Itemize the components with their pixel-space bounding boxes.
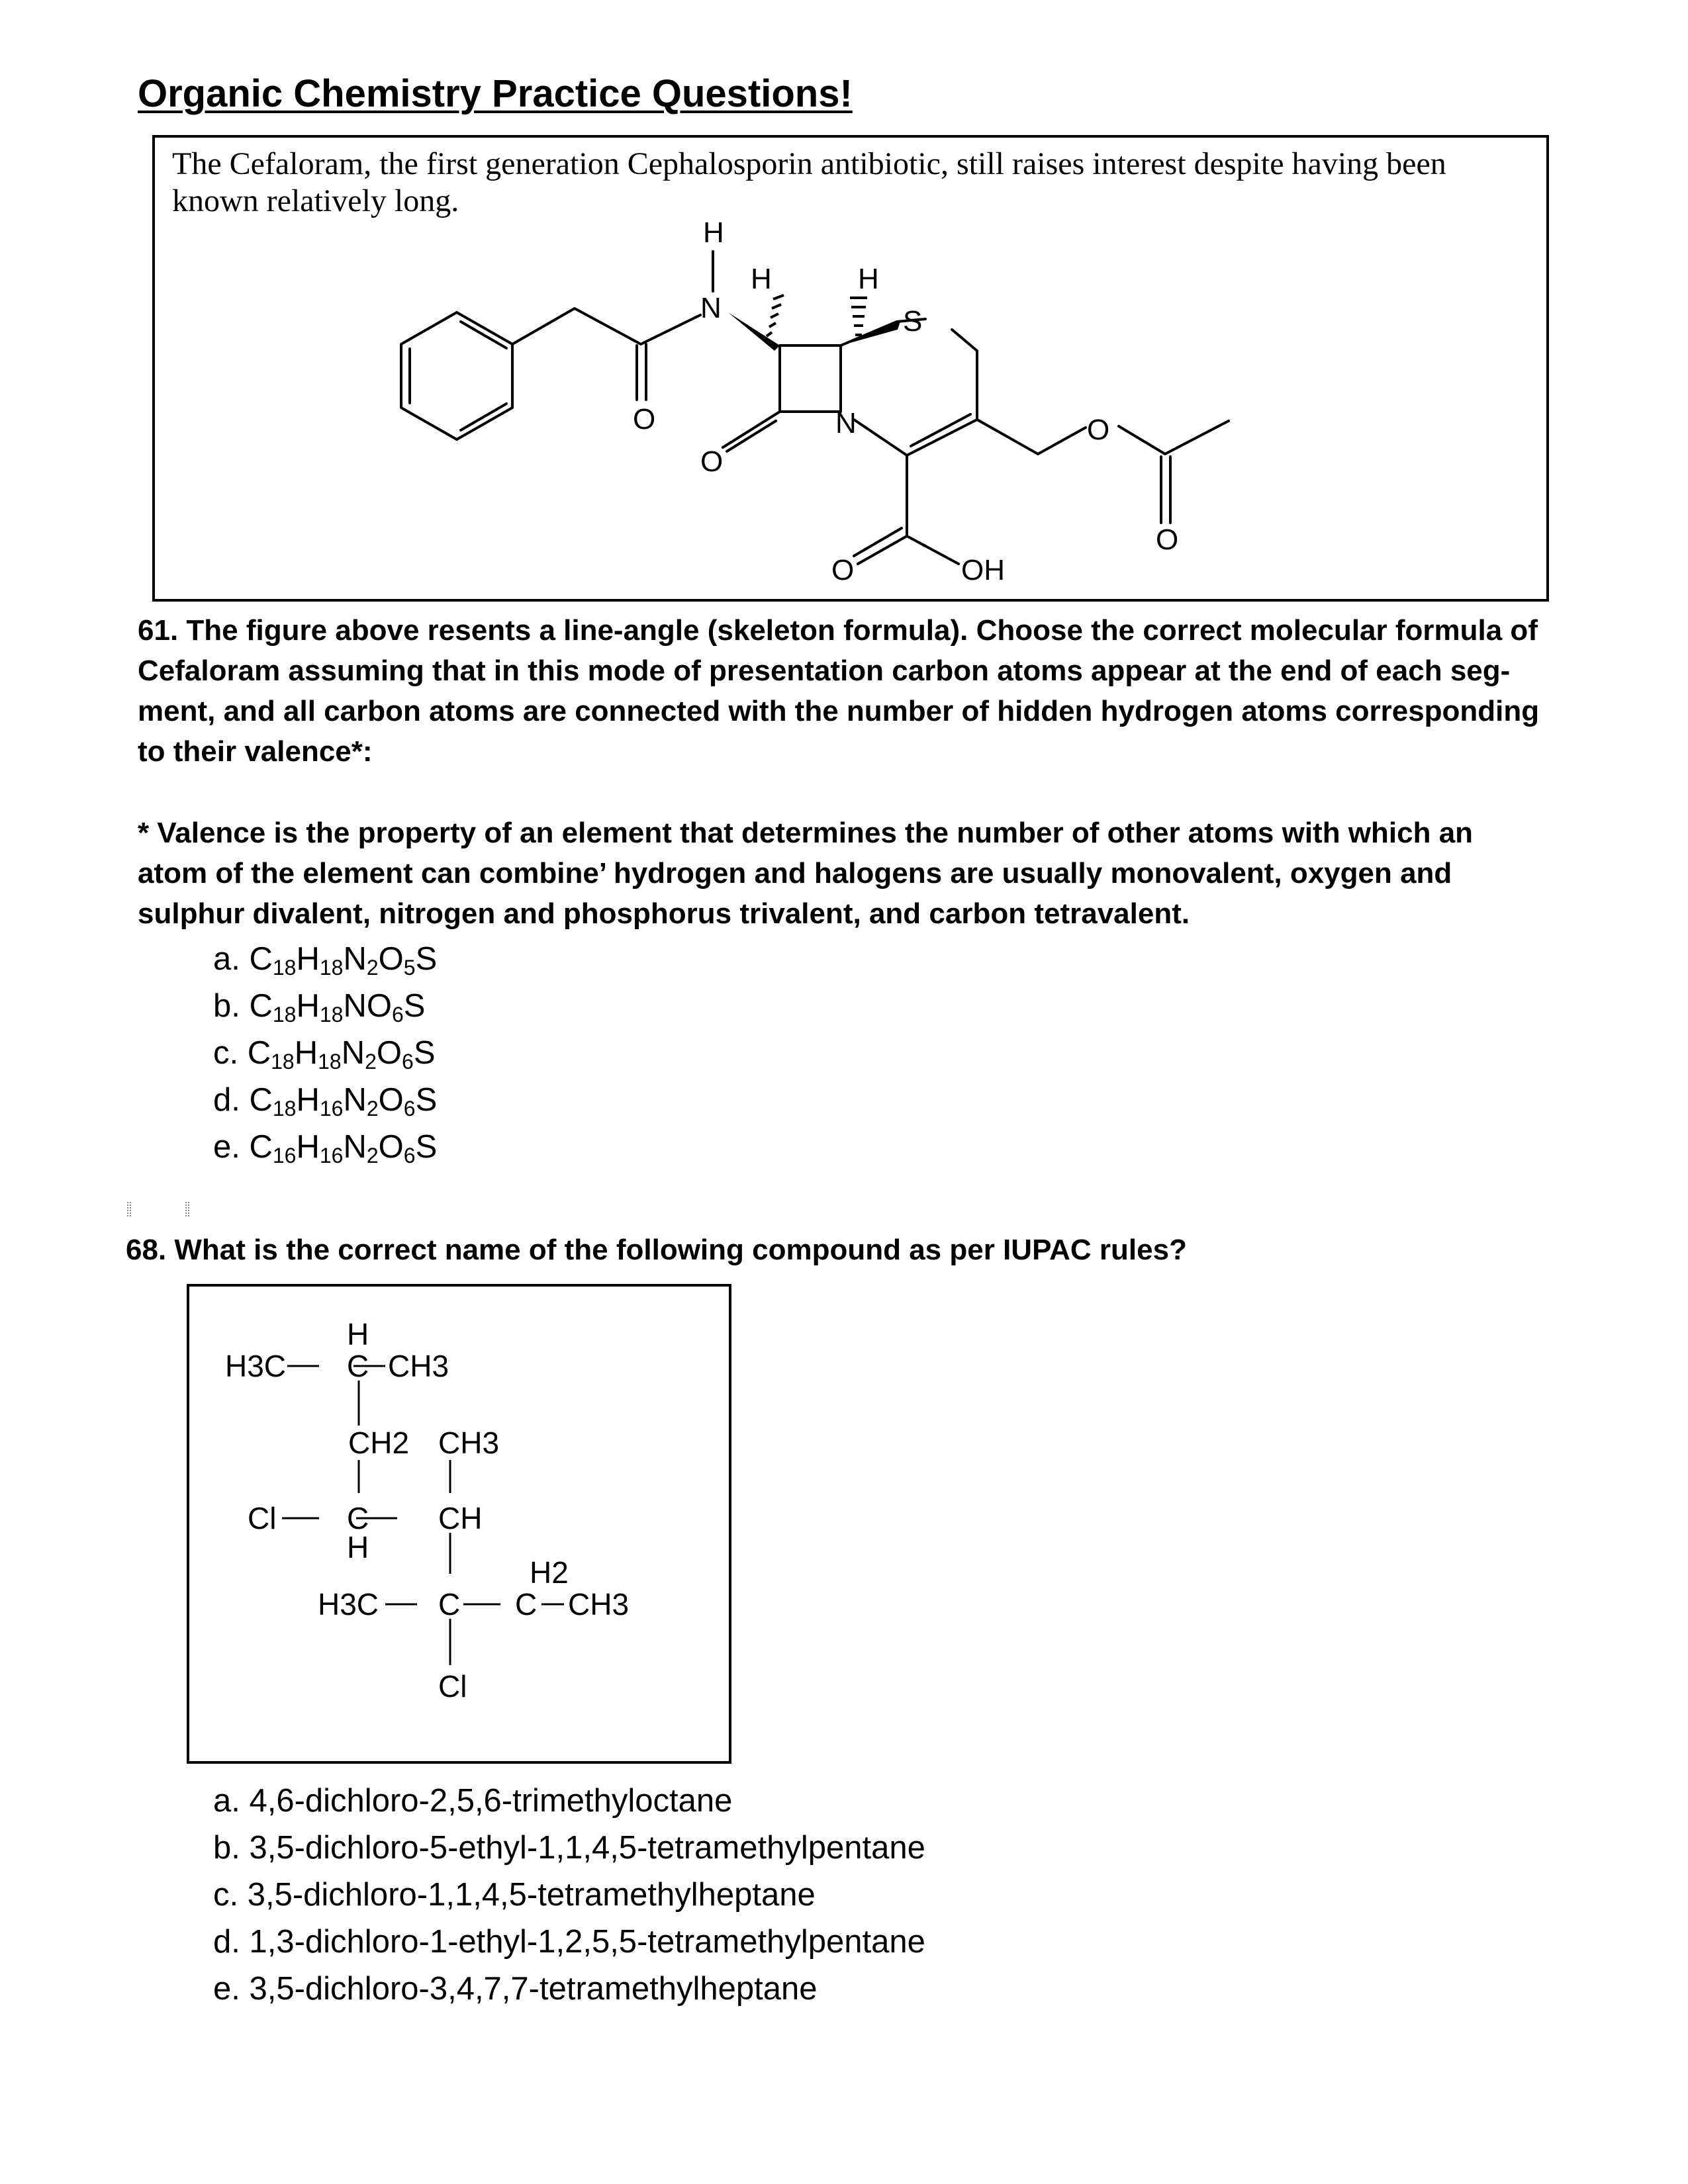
q68-option-d[interactable]: d. 1,3-dichloro-1-ethyl-1,2,5,5-tetramethylpentane	[213, 1924, 925, 1960]
q61-option-e[interactable]: e. $C_{16}H_{16}N_2O_6S$	[213, 1129, 438, 1167]
benzene-ring	[401, 312, 512, 439]
margin-mark	[185, 1202, 189, 1216]
q68-question: 68. What is the correct name of the following compound as per IUPAC rules?	[126, 1234, 1187, 1266]
q68-option-e[interactable]: e. 3,5-dichloro-3,4,7,7-tetramethylheptane	[213, 1971, 818, 2007]
atom-label: CH3	[568, 1587, 630, 1621]
atom-label: S	[903, 305, 923, 338]
cefaloram-structure	[0, 0, 1688, 662]
q68-structure	[189, 1287, 729, 1761]
atom-label: CH3	[438, 1426, 500, 1460]
page-title: Organic Chemistry Practice Questions!	[138, 72, 853, 115]
atom-label: CH3	[388, 1349, 449, 1383]
atom-label: CH2	[348, 1426, 410, 1460]
atom-label: C	[438, 1587, 461, 1621]
atom-label: N	[700, 292, 722, 324]
side-chain-bond	[512, 308, 700, 344]
atom-label: OH	[961, 554, 1005, 586]
atom-label: H	[858, 263, 879, 295]
atom-label: C	[347, 1349, 369, 1383]
q61-footnote: * Valence is the property of an element that determines the number of other atoms with which an atom of the element can combine’ hydrogen and halogens are usually monovalent, oxygen and sulphur divalent, nitrogen and phosphorus trivalent, and carbon tetravalent.	[138, 817, 1474, 930]
q61-option-c[interactable]: c. $C_{18}H_{18}N_2O_6S$	[213, 1035, 436, 1073]
atom-label: H3C	[225, 1349, 287, 1383]
q68-structure-box	[187, 1284, 731, 1764]
atom-label: H	[347, 1530, 369, 1565]
atom-label: H3C	[318, 1587, 379, 1621]
atom-label: O	[1087, 414, 1110, 446]
atom-label: CH	[438, 1501, 483, 1535]
atom-label: O	[633, 403, 656, 435]
atom-label: C	[347, 1501, 369, 1535]
q68-option-a[interactable]: a. 4,6-dichloro-2,5,6-trimethyloctane	[213, 1783, 733, 1819]
atom-label: Cl	[438, 1669, 467, 1704]
q68-options	[213, 1778, 925, 2013]
q61-question: 61. The figure above resents a line-angle (skeleton formula). Choose the correct molecular formula of Cefaloram assuming that in this mode of presentation carbon atoms appear at the end of each seg-ment, and all carbon atoms are connected with the number of hidden hydrogen atoms corresponding to their valence*:	[138, 614, 1540, 768]
atom-label: O	[700, 445, 724, 478]
atom-label: H	[347, 1317, 369, 1351]
beta-lactam-ring	[780, 345, 841, 412]
atom-label: O	[1156, 523, 1179, 556]
atom-label: C	[515, 1587, 538, 1621]
atom-label: H	[703, 216, 724, 249]
intro-text: The Cefaloram, the first generation Cephalosporin antibiotic, still raises interest despite having been known relatively long.	[172, 146, 1446, 218]
q68-option-c[interactable]: c. 3,5-dichloro-1,1,4,5-tetramethylheptane	[213, 1877, 816, 1913]
atom-label: N	[835, 407, 857, 439]
margin-mark	[127, 1202, 131, 1216]
q61-option-b[interactable]: b. $C_{18}H_{18}NO_6S$	[213, 988, 426, 1026]
q68-option-b[interactable]: b. 3,5-dichloro-5-ethyl-1,1,4,5-tetramethylpentane	[213, 1830, 925, 1866]
q61-option-d[interactable]: d. $C_{18}H_{16}N_2O_6S$	[213, 1082, 438, 1120]
atom-label: H	[751, 263, 772, 295]
q61-options	[213, 936, 437, 1171]
atom-label: H2	[530, 1555, 569, 1590]
atom-label: Cl	[248, 1501, 277, 1535]
q61-option-a[interactable]: a. $C_{18}H_{18}N_2O_5S$	[213, 941, 438, 979]
atom-label: O	[831, 554, 855, 586]
